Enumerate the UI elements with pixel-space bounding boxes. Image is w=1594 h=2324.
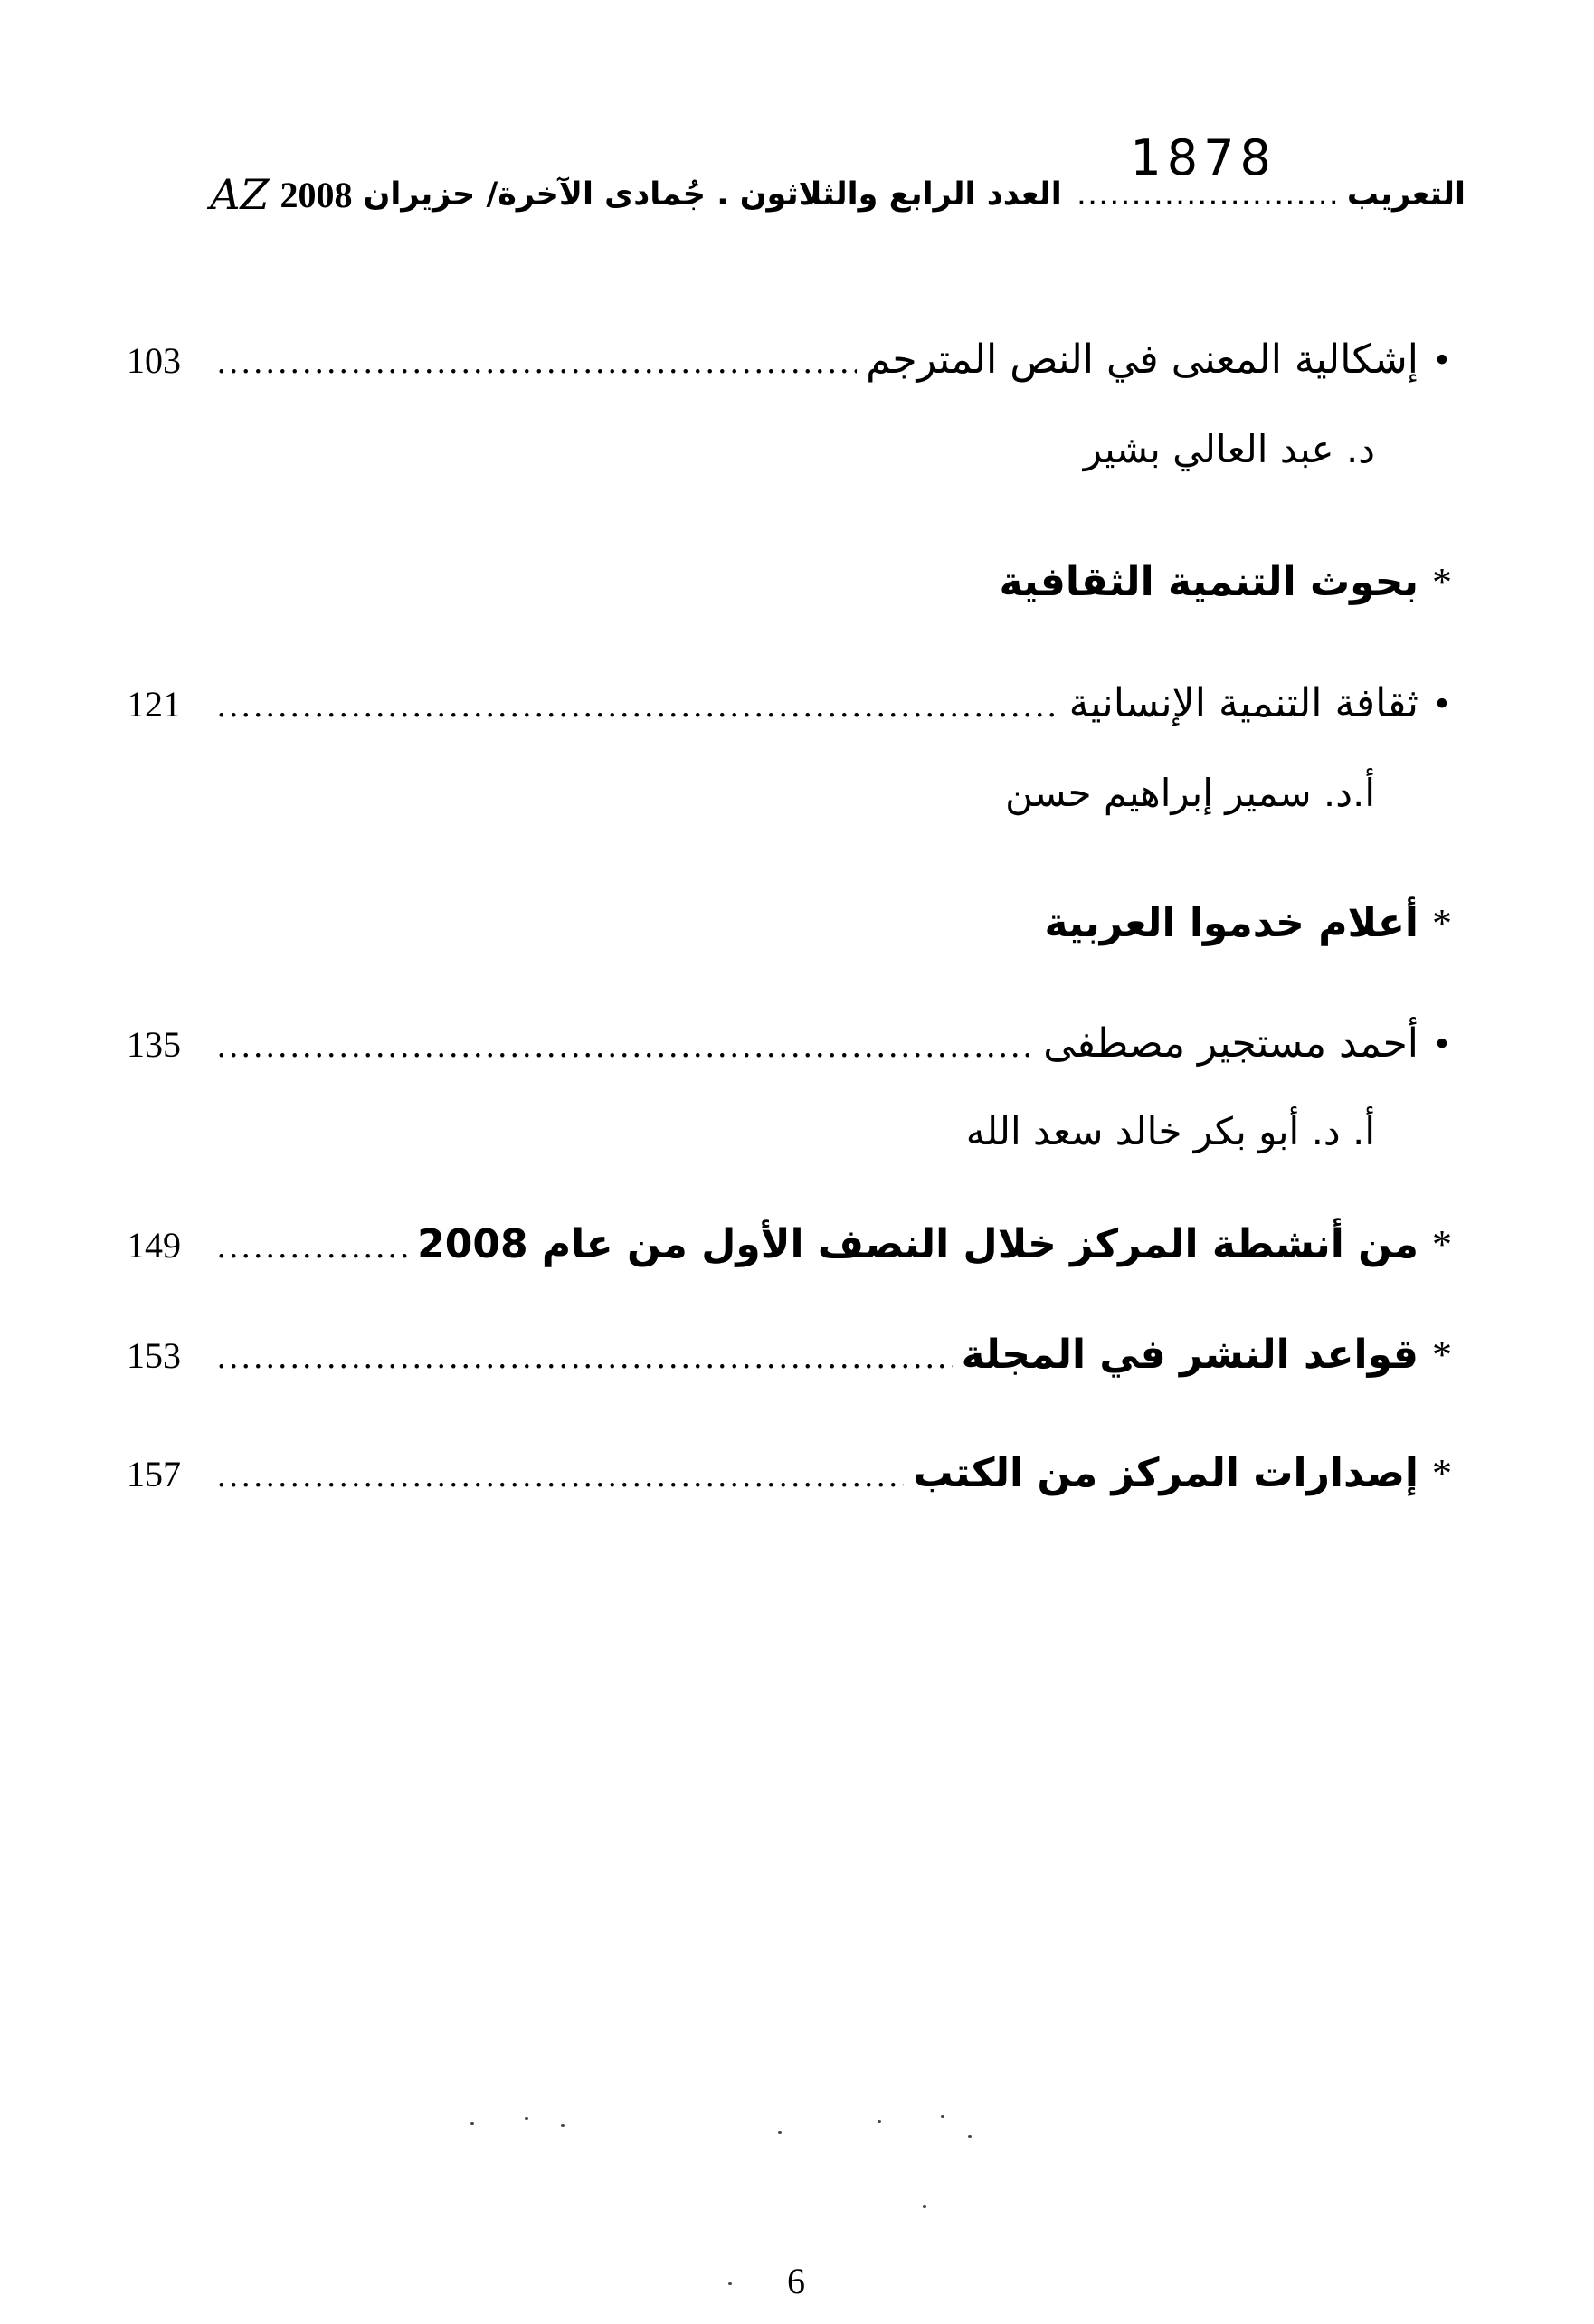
entry-page-number: 153 xyxy=(127,1335,181,1376)
bullet-icon: • xyxy=(1435,681,1449,726)
entry-author: د. عبد العالي بشير xyxy=(1083,427,1375,471)
entry-page-number: 121 xyxy=(127,684,181,725)
dot-leader xyxy=(217,1456,904,1495)
scan-speck xyxy=(878,2120,881,2123)
section-title: من أنشطة المركز خلال النصف الأول من عام 2008 xyxy=(417,1221,1418,1267)
dot-leader xyxy=(217,1026,1034,1066)
asterisk-icon: * xyxy=(1432,901,1452,945)
toc-section xyxy=(127,1221,1466,1267)
toc-section xyxy=(127,1450,1466,1496)
entry-title: ثقافة التنمية الإنسانية xyxy=(1068,680,1418,726)
toc-entry xyxy=(127,680,1466,726)
scan-speck xyxy=(728,2282,732,2285)
bullet-icon: • xyxy=(1435,337,1449,382)
journal-name: التعريب xyxy=(1346,176,1466,213)
bullet-icon: • xyxy=(1435,1021,1449,1066)
toc-section xyxy=(127,900,1466,946)
entry-author: أ. د. أبو بكر خالد سعد الله xyxy=(965,1109,1375,1153)
scan-speck xyxy=(561,2124,565,2127)
toc-section xyxy=(127,559,1466,605)
section-title: إصدارات المركز من الكتب xyxy=(913,1450,1418,1496)
scan-speck xyxy=(923,2205,926,2208)
dot-leader xyxy=(217,686,1060,726)
section-title: أعلام خدموا العربية xyxy=(1044,900,1418,946)
running-header xyxy=(18,129,1466,235)
page-number: 6 xyxy=(787,2261,805,2301)
scan-speck xyxy=(968,2135,972,2138)
dot-leader xyxy=(217,1337,953,1377)
asterisk-icon: * xyxy=(1432,1333,1452,1377)
scan-speck xyxy=(525,2117,528,2120)
entry-author: أ.د. سمير إبراهيم حسن xyxy=(1005,771,1375,815)
entry-page-number: 149 xyxy=(127,1225,181,1266)
entry-page-number: 157 xyxy=(127,1454,181,1494)
dot-leader xyxy=(217,1227,408,1266)
dot-leader xyxy=(217,342,857,382)
handwritten-number: 1878 xyxy=(1130,129,1276,186)
toc-entry xyxy=(127,337,1466,383)
scan-speck xyxy=(470,2122,474,2125)
toc-section xyxy=(127,1332,1466,1378)
header-dot-leader: ............ 1878 ............ xyxy=(1076,129,1340,213)
entry-page-number: 135 xyxy=(127,1024,181,1065)
entry-title: أحمد مستجير مصطفى xyxy=(1043,1020,1418,1067)
section-title: قواعد النشر في المجلة xyxy=(961,1332,1418,1378)
entry-page-number: 103 xyxy=(127,340,181,381)
issue-year: 2008 xyxy=(280,174,353,215)
asterisk-icon: * xyxy=(1432,560,1452,604)
scan-speck xyxy=(941,2115,944,2118)
handwritten-mark: AZ xyxy=(210,170,270,219)
toc-entry xyxy=(127,1020,1466,1067)
entry-title: إشكالية المعنى في النص المترجم xyxy=(866,337,1418,383)
section-title: بحوث التنمية الثقافية xyxy=(999,559,1418,605)
asterisk-icon: * xyxy=(1432,1222,1452,1266)
asterisk-icon: * xyxy=(1432,1451,1452,1495)
issue-info: العدد الرابع والثلاثون . جُمادى الآخرة/ حزيران xyxy=(363,176,1062,213)
scan-speck xyxy=(778,2131,782,2134)
